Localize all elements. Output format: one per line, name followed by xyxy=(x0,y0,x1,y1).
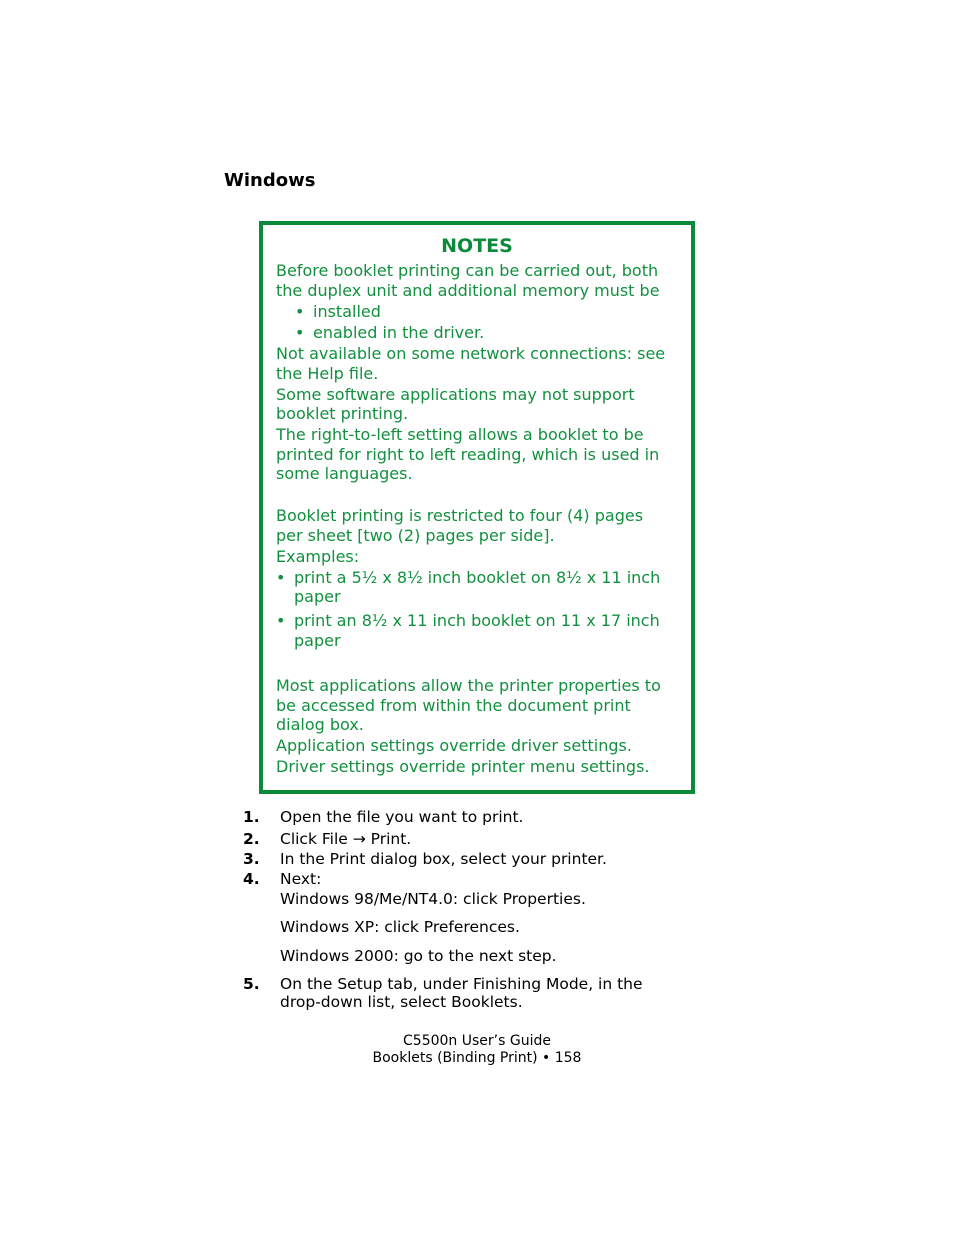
step-subtext: Windows XP: click Preferences. xyxy=(280,918,520,936)
example-item: print an 8½ x 11 inch booklet on 11 x 17 inch xyxy=(294,611,660,630)
section-heading: Windows xyxy=(224,170,316,191)
notes-text: The right-to-left setting allows a booklet to be xyxy=(276,425,644,444)
notes-text: Booklet printing is restricted to four (4) pages xyxy=(276,506,644,525)
example-item: paper xyxy=(294,631,341,650)
notes-text: booklet printing. xyxy=(276,404,409,423)
example-item: print a 5½ x 8½ inch booklet on 8½ x 11 inch xyxy=(294,568,661,587)
notes-text: the Help file. xyxy=(276,364,379,383)
step-text: Next: xyxy=(280,870,322,888)
notes-text: Examples: xyxy=(276,547,360,566)
notes-text: printed for right to left reading, which is used in xyxy=(276,445,660,464)
notes-text: some languages. xyxy=(276,464,413,483)
step-number: 1. xyxy=(243,808,260,826)
step-number: 2. xyxy=(243,830,260,848)
footer-page-info: Booklets (Binding Print) • 158 xyxy=(372,1050,582,1066)
notes-text: Most applications allow the printer properties to xyxy=(276,676,661,695)
notes-bullet: enabled in the driver. xyxy=(313,323,485,342)
notes-text: Before booklet printing can be carried out, both xyxy=(276,261,659,280)
notes-text: per sheet [two (2) pages per side]. xyxy=(276,526,555,545)
bullet-icon: • xyxy=(295,323,305,342)
notes-bullet: installed xyxy=(313,302,381,321)
bullet-icon: • xyxy=(276,611,286,630)
notes-text: Driver settings override printer menu settings. xyxy=(276,757,650,776)
notes-title: NOTES xyxy=(441,235,513,257)
bullet-icon: • xyxy=(295,302,305,321)
step-text: Click File → Print. xyxy=(280,830,412,848)
example-item: paper xyxy=(294,587,341,606)
notes-text: Not available on some network connections: see xyxy=(276,344,666,363)
step-number: 4. xyxy=(243,870,260,888)
step-text: Open the file you want to print. xyxy=(280,808,524,826)
step-text: On the Setup tab, under Finishing Mode, in the xyxy=(280,975,643,993)
notes-box xyxy=(259,221,695,794)
step-subtext: Windows 2000: go to the next step. xyxy=(280,947,557,965)
notes-text: Some software applications may not support xyxy=(276,385,635,404)
notes-text: be accessed from within the document print xyxy=(276,696,631,715)
step-subtext: Windows 98/Me/NT4.0: click Properties. xyxy=(280,890,586,908)
step-text: drop-down list, select Booklets. xyxy=(280,993,523,1011)
notes-text: Application settings override driver settings. xyxy=(276,736,632,755)
notes-text: the duplex unit and additional memory must be xyxy=(276,281,660,300)
step-text: In the Print dialog box, select your printer. xyxy=(280,850,607,868)
footer-guide-title: C5500n User’s Guide xyxy=(403,1033,551,1049)
bullet-icon: • xyxy=(276,568,286,587)
step-number: 3. xyxy=(243,850,260,868)
notes-text: dialog box. xyxy=(276,715,364,734)
step-number: 5. xyxy=(243,975,260,993)
